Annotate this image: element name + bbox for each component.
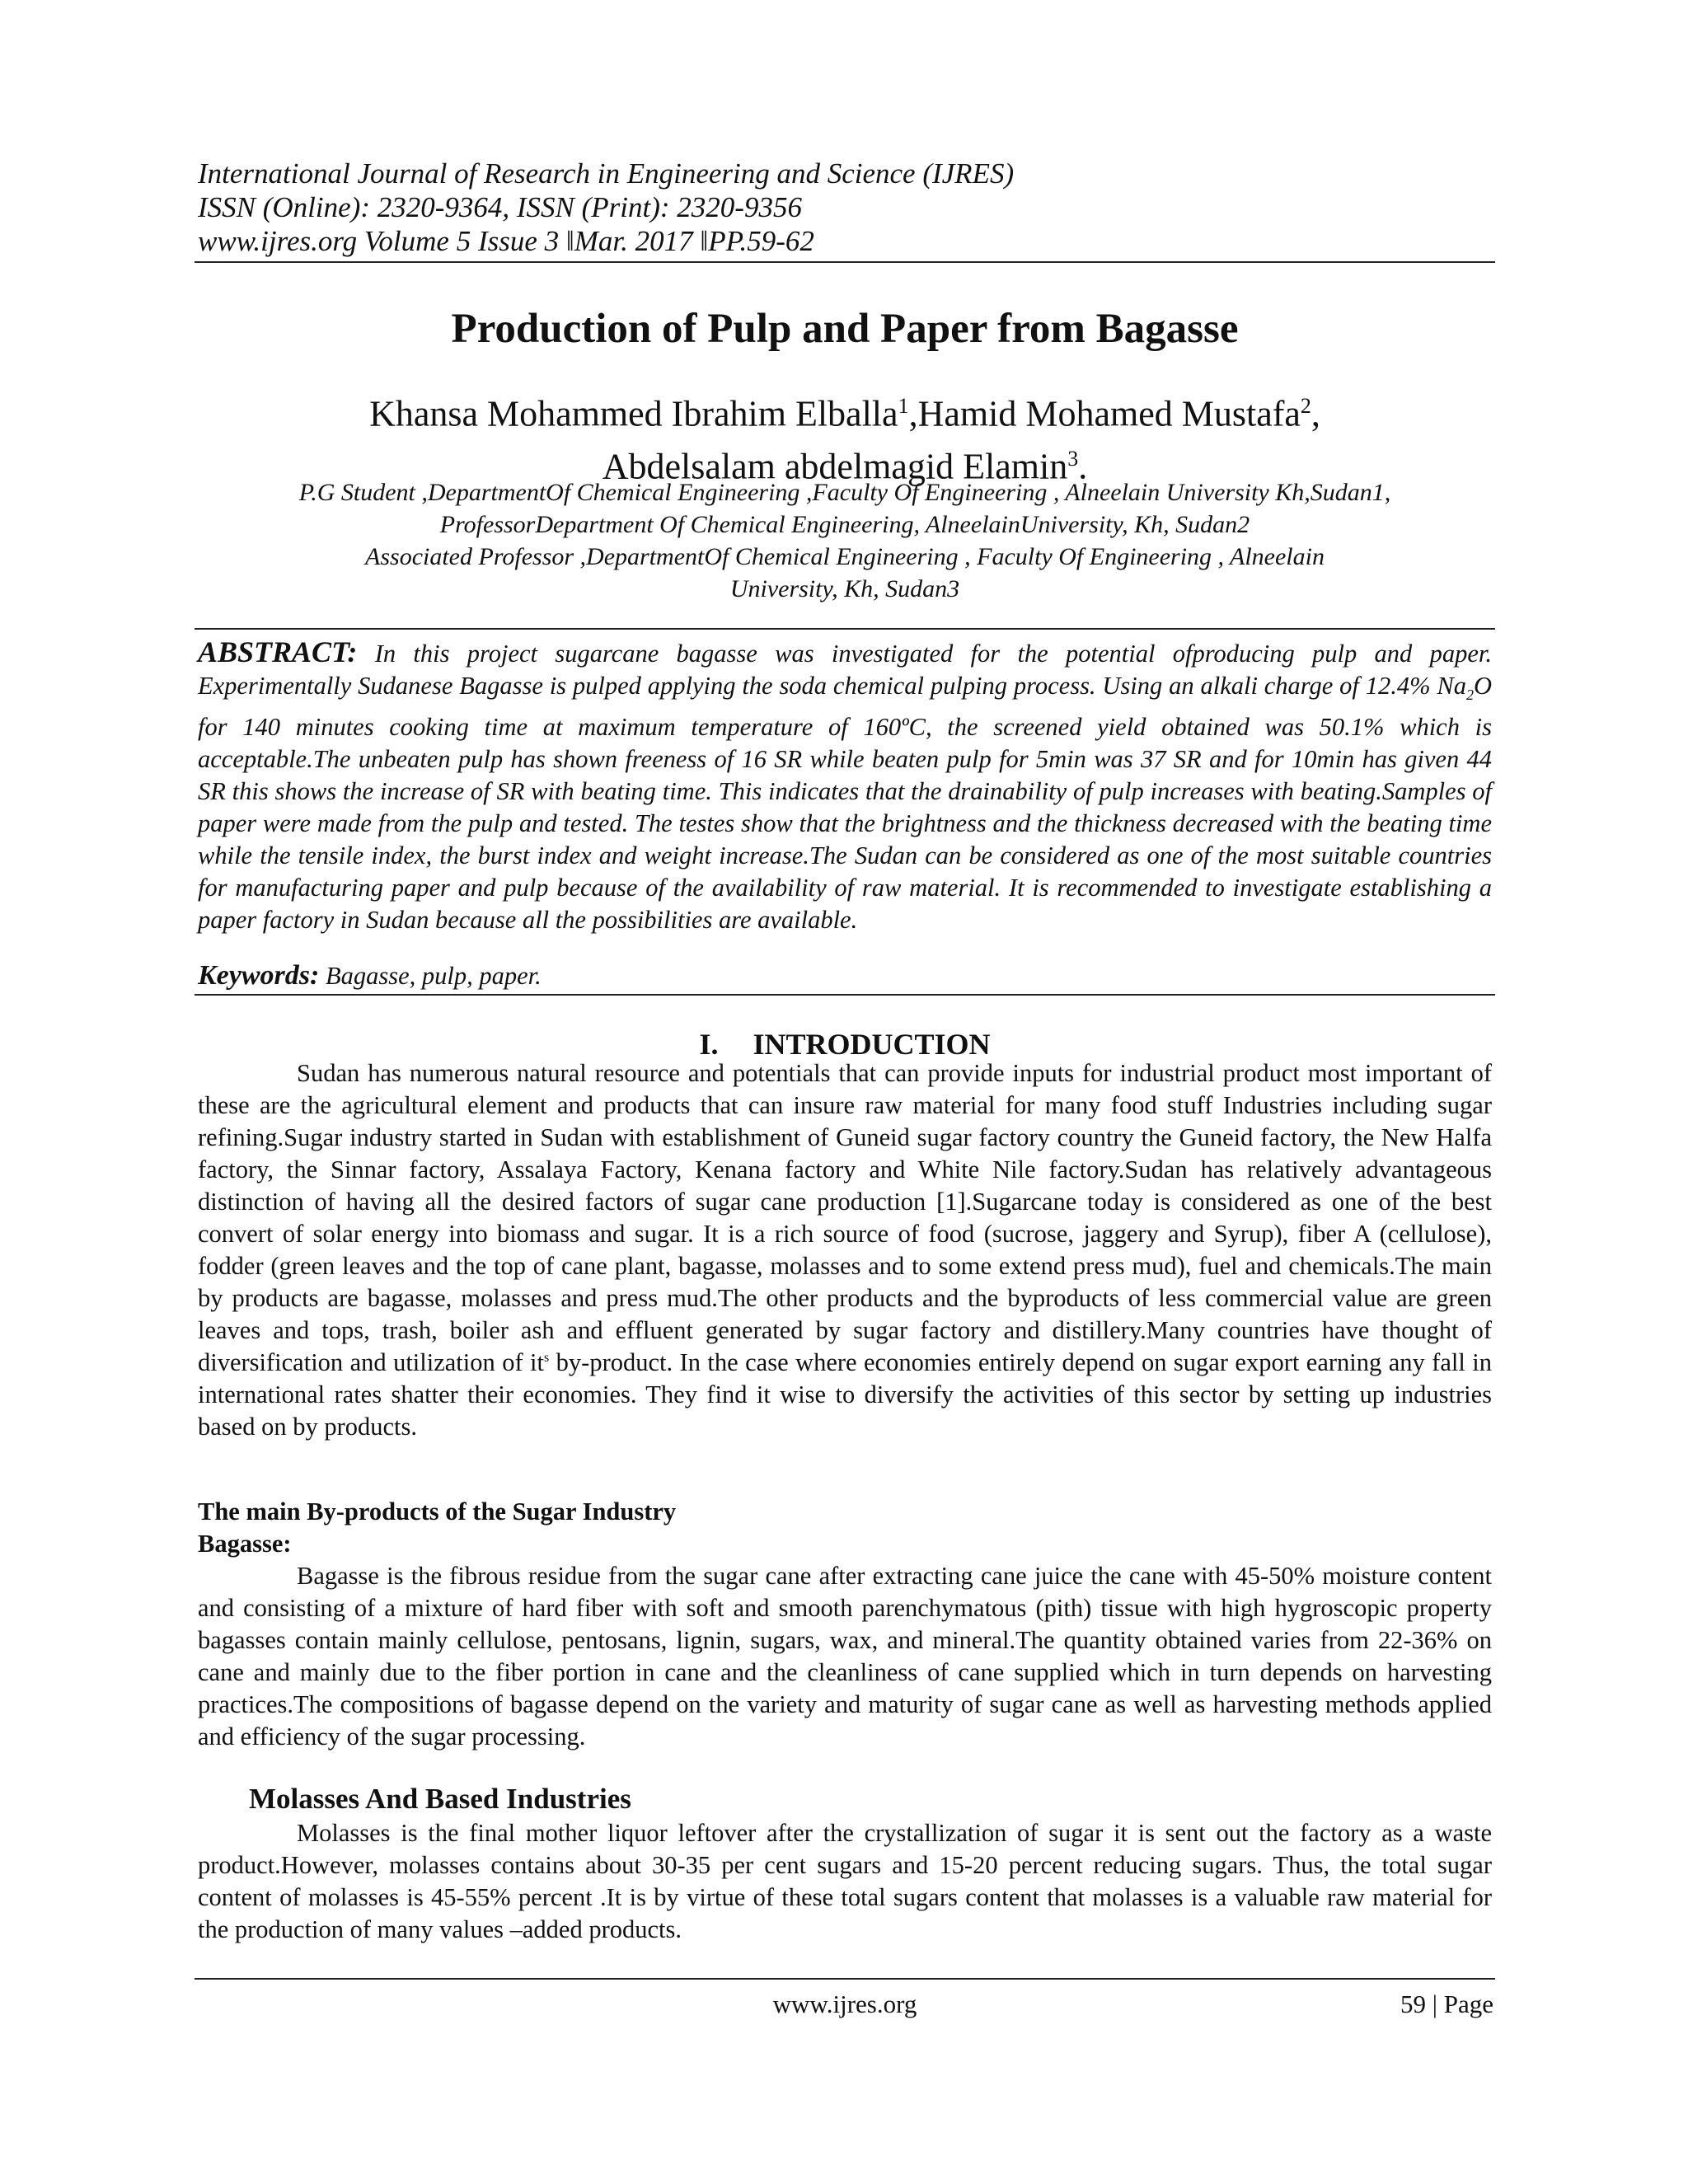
keywords-label: Keywords: xyxy=(198,960,320,991)
author-end: . xyxy=(1078,446,1088,487)
abstract-top-divider xyxy=(195,628,1495,630)
molasses-paragraph xyxy=(198,1817,1492,1946)
journal-name: International Journal of Research in Engineering and Science (IJRES) xyxy=(198,157,1015,190)
affiliation-line: University, Kh, Sudan3 xyxy=(729,575,960,602)
abstract-bottom-divider xyxy=(195,994,1495,996)
paragraph-text: Sudan has numerous natural resource and potentials that can provide inputs for industrial product most important of these are the agricultural element and products that can insure raw material for many food stuff Industries including sugar refining.Sugar industry started in Sudan with establishment of Guneid sugar factory country the Guneid factory, the New Halfa factory, the Sinnar factory, Assalaya Factory, Kenana factory and White Nile factory.Sudan has relatively advantageous distinction of having all the desired factors of sugar cane production [1].Sugarcane today is considered as one of the best convert of solar energy into biomass and sugar. It is a rich source of food (sucrose, jaggery and Syrup), fiber A (cellulose), fodder (green leaves and the top of cane plant, bagasse, molasses and to some extend press mud), fuel and chemicals.The main by products are bagasse, molasses and press mud.The other products and the byproducts of less commercial value are green leaves and tops, trash, boiler ash and effluent generated by sugar factory and distillery.Many countries have thought of diversification and utilization of it xyxy=(198,1059,1492,1376)
abstract-label: ABSTRACT: xyxy=(198,635,358,668)
paragraph-text: by-product. In the case where economies entirely depend on sugar export earning any fall in international rates shatter their economies. They find it wise to diversify the activities of this sector by setting up industries based on by products. xyxy=(198,1348,1492,1441)
affiliation-line: ProfessorDepartment Of Chemical Engineering, AlneelainUniversity, Kh, Sudan2 xyxy=(439,511,1250,538)
section-title: INTRODUCTION xyxy=(753,1028,991,1061)
affiliations xyxy=(195,476,1495,605)
keywords-text: Bagasse, pulp, paper. xyxy=(319,962,542,990)
author-2-affil-mark: 2 xyxy=(1300,394,1311,418)
abstract-text-2: O for 140 minutes cooking time at maximum temperature of 160ºC, the screened yield obtained was 50.1% which is acceptable.The unbeaten pulp has shown freeness of 16 SR while beaten pulp for 5min was 37 SR and for 10min has given 44 SR this shows the increase of SR with beating time. This indicates that the drainability of pulp increases with beating.Samples of paper were made from the pulp and tested. The testes show that the brightness and the thickness decreased with the beating time while the tensile index, the burst index and weight increase.The Sudan can be considered as one of the most suitable countries for manufacturing paper and pulp because of the availability of raw material. It is recommended to investigate establishing a paper factory in Sudan because all the possibilities are available. xyxy=(198,672,1492,935)
footer-url: www.ijres.org xyxy=(772,1990,917,2018)
journal-volume: www.ijres.org Volume 5 Issue 3 ǁMar. 2017 ǁPP.59-62 xyxy=(198,225,814,257)
author-3: Abdelsalam abdelmagid Elamin xyxy=(602,446,1068,487)
author-list xyxy=(195,384,1495,489)
author-separator: , xyxy=(1311,393,1320,434)
author-2: ,Hamid Mohamed Mustafa xyxy=(908,393,1301,434)
affiliation-line: Associated Professor ,DepartmentOf Chemical Engineering , Faculty Of Engineering , Alneelain xyxy=(365,543,1325,570)
section-number: I. xyxy=(699,1028,719,1061)
author-line-1 xyxy=(195,384,1495,437)
paragraph: Bagasse is the fibrous residue from the sugar cane after extracting cane juice the cane with 45-50% moisture content and consisting of a mixture of hard fiber with soft and smooth parenchymatous (pith) tissue with high hygroscopic property bagasses contain mainly cellulose, pentosans, lignin, sugars, wax, and mineral.The quantity obtained varies from 22-36% on cane and mainly due to the fiber portion in cane and the cleanliness of cane supplied which in turn depends on harvesting practices.The compositions of bagasse depend on the variety and maturity of sugar cane as well as harvesting methods applied and efficiency of the sugar processing. xyxy=(198,1562,1492,1750)
abstract-subscript: 2 xyxy=(1465,687,1474,704)
author-1-affil-mark: 1 xyxy=(898,394,909,418)
keywords xyxy=(198,959,542,992)
abstract-text-1: In this project sugarcane bagasse was investigated for the potential ofproducing pulp and paper. Experimentally Sudanese Bagasse is pulped applying the soda chemical pulping process. Using an alkali charge of 12.4% Na xyxy=(198,640,1492,700)
paragraph: Molasses is the final mother liquor leftover after the crystallization of sugar it is sent out the factory as a waste product.However, molasses contains about 30-35 per cent sugars and 15-20 percent reducing sugars. Thus, the total sugar content of molasses is 45-55% percent .It is by virtue of these total sugars content that molasses is a valuable raw material for the production of many values –added products. xyxy=(198,1819,1492,1943)
byproducts-heading: The main By-products of the Sugar Industry xyxy=(198,1497,677,1526)
abstract xyxy=(198,636,1492,936)
author-1: Khansa Mohammed Ibrahim Elballa xyxy=(369,393,898,434)
bagasse-subheading: Bagasse: xyxy=(198,1530,292,1558)
header-divider xyxy=(195,261,1495,263)
footer-divider xyxy=(195,1978,1495,1980)
affiliation-line: P.G Student ,DepartmentOf Chemical Engineering ,Faculty Of Engineering , Alneelain University Kh,Sudan1, xyxy=(298,479,1391,506)
author-3-affil-mark: 3 xyxy=(1067,446,1079,471)
paper-title: Production of Pulp and Paper from Bagasse xyxy=(451,306,1239,352)
introduction-paragraph xyxy=(198,1057,1492,1443)
molasses-heading: Molasses And Based Industries xyxy=(249,1783,631,1815)
superscript: s xyxy=(544,1350,550,1365)
page-number: 59 | Page xyxy=(1400,1990,1493,2018)
paragraph xyxy=(198,1057,1492,1443)
journal-issn: ISSN (Online): 2320-9364, ISSN (Print): 2320-9356 xyxy=(198,191,802,223)
bagasse-paragraph xyxy=(198,1560,1492,1753)
journal-header xyxy=(198,157,1014,258)
